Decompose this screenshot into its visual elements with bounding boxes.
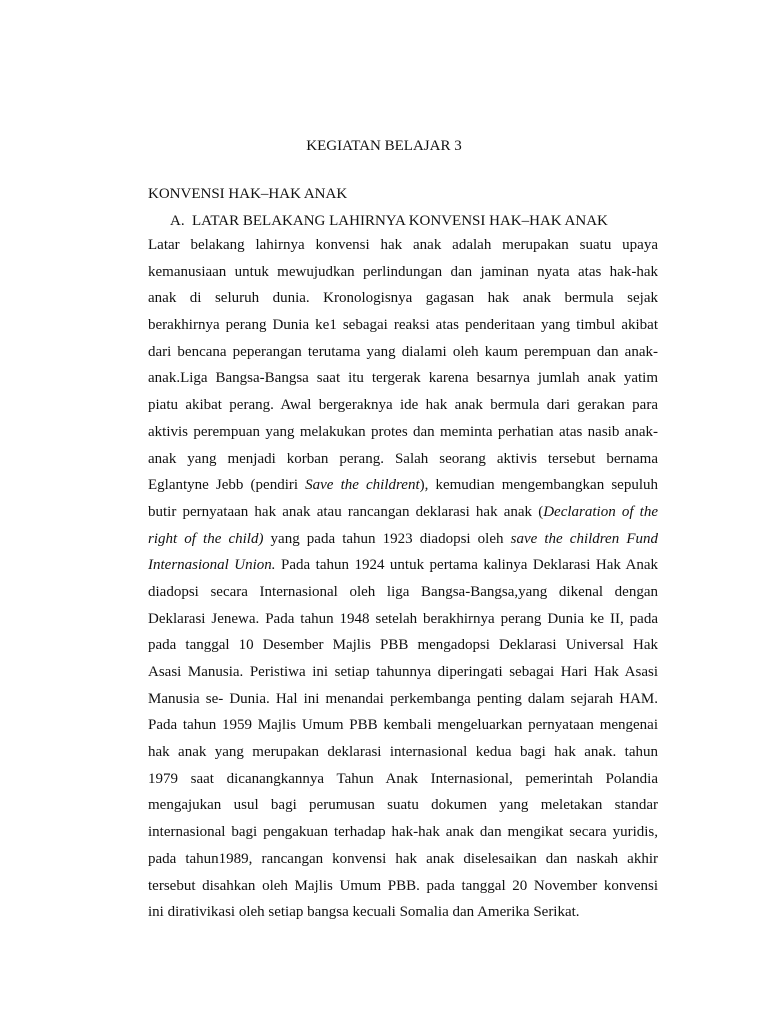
- paragraph-line: tersebut disahkan oleh Majlis Umum PBB. pada tanggal 20 November konvensi: [148, 877, 658, 894]
- paragraph-line: hak anak yang merupakan deklarasi internasional kedua bagi hak anak. tahun: [148, 744, 658, 761]
- italic-text: right of the child): [148, 530, 264, 547]
- paragraph-line: berakhirnya perang Dunia ke1 sebagai reaksi atas penderitaan yang timbul akibat: [148, 317, 658, 334]
- subsection-title: LATAR BELAKANG LAHIRNYA KONVENSI HAK–HAK ANAK: [192, 213, 608, 229]
- paragraph-line: Deklarasi Jenewa. Pada tahun 1948 setelah berakhirnya perang Dunia ke II, pada: [148, 610, 658, 627]
- paragraph-line: dari bencana peperangan terutama yang dialami oleh kaum perempuan dan anak-: [148, 343, 658, 360]
- line-text: Pada tahun 1924 untuk pertama kalinya Deklarasi Hak Anak: [275, 557, 658, 574]
- section-heading: KONVENSI HAK–HAK ANAK: [148, 186, 348, 202]
- paragraph-line: Manusia se- Dunia. Hal ini menandai perkembanga penting dalam sejarah HAM.: [148, 690, 658, 707]
- italic-text: Internasional Union.: [148, 557, 276, 574]
- line-text: Eglantyne Jebb (pendiri: [148, 477, 306, 494]
- paragraph-line: pada tanggal 10 Desember Majlis PBB mengadopsi Deklarasi Universal Hak: [148, 637, 658, 654]
- paragraph-line: Pada tahun 1959 Majlis Umum PBB kembali mengeluarkan pernyataan mengenai: [148, 717, 658, 734]
- paragraph-line: [148, 526, 658, 553]
- paragraph-line: ini dirativikasi oleh setiap bangsa kecuali Somalia dan Amerika Serikat.: [148, 904, 580, 921]
- paragraph-line: diadopsi secara Internasional oleh liga Bangsa-Bangsa,yang dikenal dengan: [148, 583, 658, 600]
- page-title: KEGIATAN BELAJAR 3: [306, 138, 462, 154]
- italic-text: Save the childrent: [305, 477, 420, 494]
- paragraph-line: [148, 472, 658, 499]
- paragraph-line: piatu akibat perang. Awal bergeraknya ide hak anak bermula dari gerakan para: [148, 397, 658, 414]
- paragraph-line: pada tahun1989, rancangan konvensi hak anak diselesaikan dan naskah akhir: [148, 850, 658, 867]
- paragraph-line: Asasi Manusia. Peristiwa ini setiap tahunnya diperingati sebagai Hari Hak Asasi: [148, 664, 658, 680]
- paragraph-line: aktivis perempuan yang melakukan protes dan meminta perhatian atas nasib anak-: [148, 423, 658, 440]
- paragraph-line: anak.Liga Bangsa-Bangsa saat itu tergerak karena besarnya jumlah anak yatim: [148, 370, 658, 387]
- paragraph-line: mengajukan usul bagi perumusan suatu dokumen yang meletakan standar: [148, 797, 658, 814]
- paragraph-line: anak yang menjadi korban perang. Salah seorang aktivis tersebut bernama: [148, 450, 658, 467]
- subsection-number: A.: [170, 213, 185, 229]
- paragraph-line: anak di seluruh dunia. Kronologisnya gagasan hak anak bermula sejak: [148, 290, 658, 307]
- paragraph-line: [148, 499, 658, 526]
- paragraph-line: Latar belakang lahirnya konvensi hak anak adalah merupakan suatu upaya: [148, 237, 658, 253]
- line-text: ), kemudian mengembangkan sepuluh: [419, 477, 658, 494]
- paragraph-line: kemanusiaan untuk mewujudkan perlindungan dan jaminan nyata atas hak-hak: [148, 263, 658, 280]
- line-text: yang pada tahun 1923 diadopsi oleh: [263, 530, 511, 547]
- paragraph-line: [148, 552, 658, 579]
- body-paragraph: [148, 232, 658, 926]
- paragraph-line: internasional bagi pengakuan terhadap hak-hak anak dan mengikat secara yuridis,: [148, 824, 658, 841]
- italic-text: save the children Fund: [510, 530, 658, 547]
- paragraph-line: 1979 saat dicanangkannya Tahun Anak Internasional, pemerintah Polandia: [148, 770, 658, 787]
- line-text: butir pernyataan hak anak atau rancangan deklarasi hak anak (: [148, 503, 544, 520]
- subsection-heading: [148, 211, 660, 231]
- italic-text: Declaration of the: [543, 503, 658, 520]
